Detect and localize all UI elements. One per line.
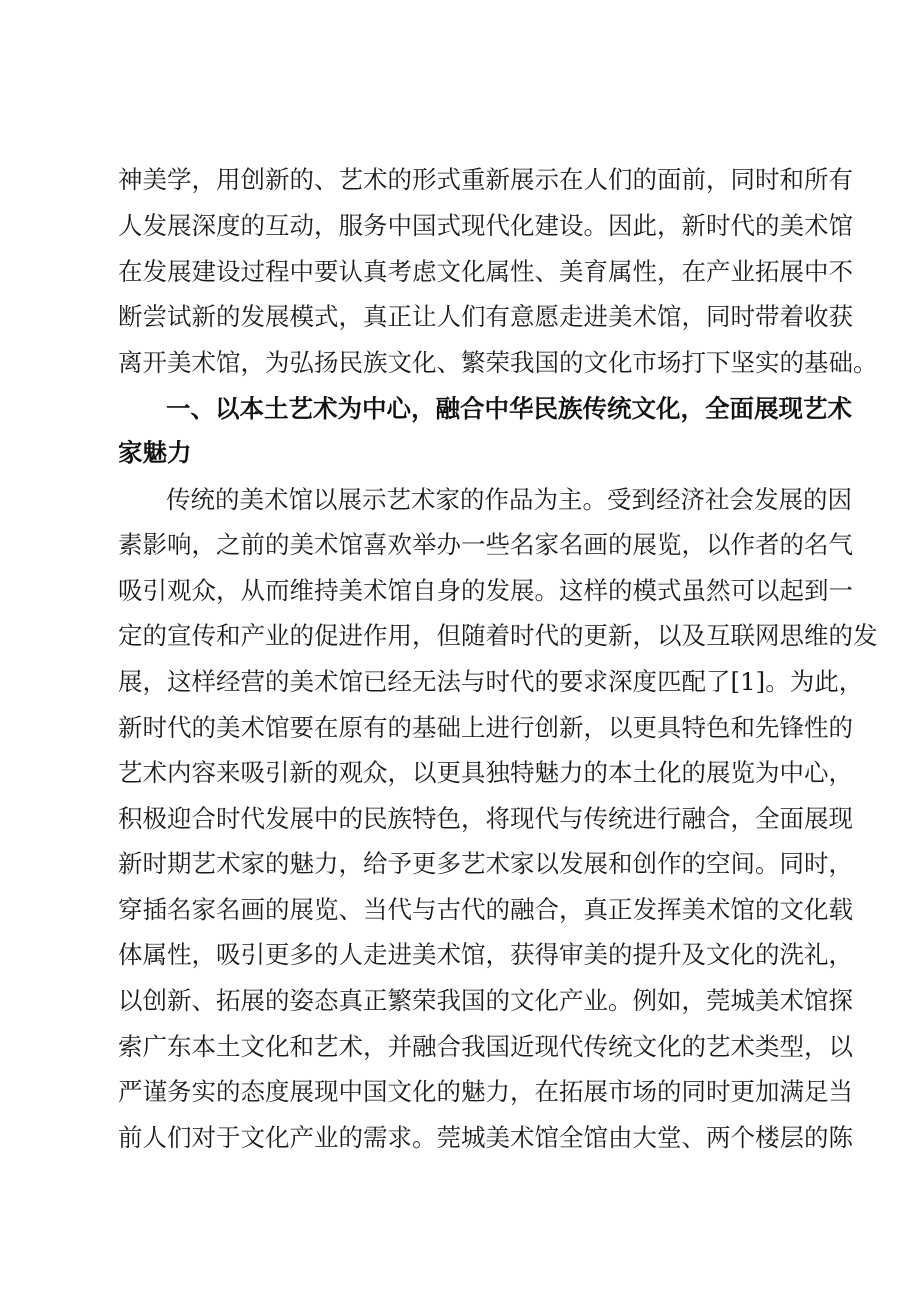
body-line-8: 积极迎合时代发展中的民族特色，将现代与传统进行融合，全面展现	[118, 804, 853, 833]
body-line-12: 以创新、拓展的姿态真正繁荣我国的文化产业。例如，莞城美术馆探	[118, 986, 853, 1015]
intro-line-3: 在发展建设过程中要认真考虑文化属性、美育属性，在产业拓展中不	[118, 257, 853, 286]
body-line-11: 体属性，吸引更多的人走进美术馆，获得审美的提升及文化的洗礼，	[118, 940, 853, 969]
body-line-1: 传统的美术馆以展示艺术家的作品为主。受到经济社会发展的因	[166, 485, 852, 514]
body-line-5: 展，这样经营的美术馆已经无法与时代的要求深度匹配了[1]。为此，	[118, 667, 864, 696]
body-line-15: 前人们对于文化产业的需求。莞城美术馆全馆由大堂、两个楼层的陈	[118, 1123, 853, 1152]
body-line-3: 吸引观众，从而维持美术馆自身的发展。这样的模式虽然可以起到一	[118, 576, 853, 605]
body-line-4: 定的宣传和产业的促进作用，但随着时代的更新，以及互联网思维的发	[118, 621, 878, 650]
body-line-6: 新时代的美术馆要在原有的基础上进行创新，以更具特色和先锋性的	[118, 713, 853, 742]
intro-line-5: 离开美术馆，为弘扬民族文化、繁荣我国的文化市场打下坚实的基础。	[118, 348, 878, 377]
intro-line-4: 断尝试新的发展模式，真正让人们有意愿走进美术馆，同时带着收获	[118, 302, 853, 331]
section-heading-line-1: 一、以本土艺术为中心，融合中华民族传统文化，全面展现艺术	[166, 394, 852, 423]
body-line-9: 新时期艺术家的魅力，给予更多艺术家以发展和创作的空间。同时，	[118, 849, 853, 878]
body-line-10: 穿插名家名画的展览、当代与古代的融合，真正发挥美术馆的文化载	[118, 895, 853, 924]
body-line-7: 艺术内容来吸引新的观众，以更具独特魅力的本土化的展览为中心，	[118, 758, 853, 787]
section-heading-line-2: 家魅力	[118, 438, 192, 467]
body-line-14: 严谨务实的态度展现中国文化的魅力，在拓展市场的同时更加满足当	[118, 1077, 853, 1106]
body-line-2: 素影响，之前的美术馆喜欢举办一些名家名画的展览，以作者的名气	[118, 530, 853, 559]
intro-line-2: 人发展深度的互动，服务中国式现代化建设。因此，新时代的美术馆	[118, 211, 853, 240]
body-line-13: 索广东本土文化和艺术，并融合我国近现代传统文化的艺术类型，以	[118, 1032, 853, 1061]
intro-line-1: 神美学，用创新的、艺术的形式重新展示在人们的面前，同时和所有	[118, 165, 853, 194]
